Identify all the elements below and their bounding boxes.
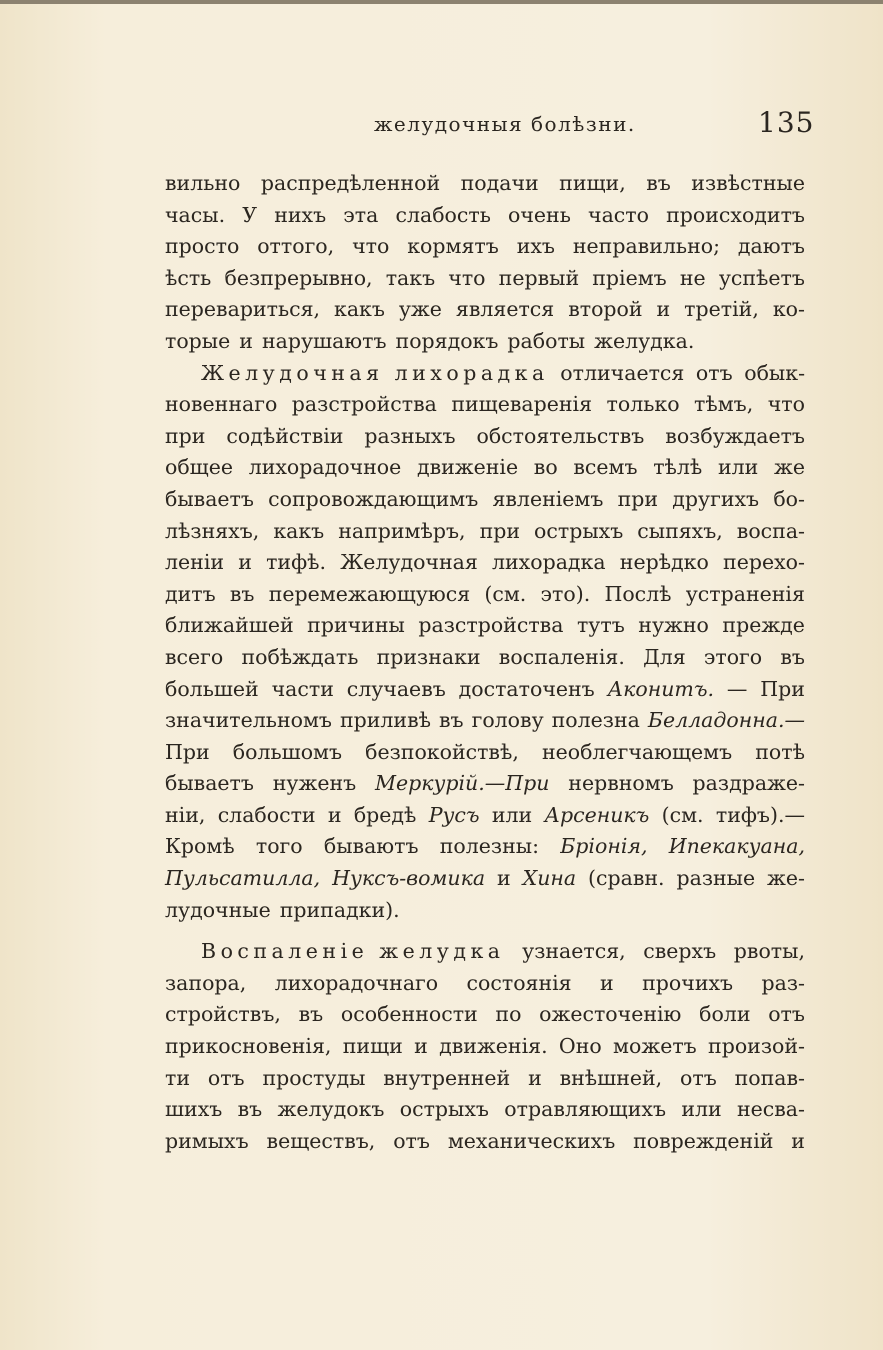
word: ѣсть	[165, 265, 212, 290]
text-line	[165, 768, 805, 800]
word: дитъ	[165, 581, 216, 606]
word: лихорадочное	[248, 455, 402, 480]
word: бываютъ	[323, 834, 419, 859]
word: же-	[767, 866, 805, 891]
word: кормятъ	[407, 234, 499, 259]
word: новеннаго	[165, 392, 278, 417]
word: отъ	[768, 1002, 805, 1027]
word: тифъ).—	[715, 802, 805, 827]
word: при	[165, 423, 206, 448]
word: припадки).	[279, 897, 400, 922]
word: и	[528, 1065, 542, 1090]
word: причины	[307, 613, 405, 638]
text-line	[165, 579, 805, 611]
word: первый	[498, 265, 580, 290]
word: попав-	[734, 1065, 805, 1090]
word: случаевъ	[346, 676, 446, 701]
word: стройствъ,	[165, 1002, 281, 1027]
text-line	[165, 674, 805, 706]
word: уже	[398, 297, 442, 322]
word: порядокъ	[395, 328, 499, 353]
text-line	[165, 610, 805, 642]
word: раздраже-	[692, 771, 805, 796]
word: пищи,	[559, 171, 626, 195]
word: механическихъ	[447, 1128, 616, 1153]
remedy-name: Аконитъ.	[607, 676, 715, 701]
word: разстройства	[291, 392, 437, 417]
word: отъ	[695, 360, 733, 385]
remedy-name: Ипекакуана,	[668, 834, 805, 859]
word: боли	[699, 1002, 751, 1027]
word: отравляющихъ	[504, 1097, 666, 1122]
text-line	[165, 800, 805, 832]
word: воспа-	[736, 518, 805, 543]
remedy-name: Белладонна.—	[647, 708, 805, 733]
word: даютъ	[737, 234, 805, 259]
body-text	[165, 168, 805, 1157]
word: второй	[568, 297, 643, 322]
word: особенности	[340, 1002, 478, 1027]
word: сверхъ	[643, 939, 717, 964]
word: только	[606, 392, 680, 417]
text-line	[165, 1063, 805, 1095]
word: острыхъ	[534, 518, 624, 543]
text-line	[165, 516, 805, 548]
word: подачи	[460, 171, 539, 195]
word: лихорадка	[492, 550, 606, 575]
word: ихъ	[516, 234, 555, 259]
word: желудокъ	[277, 1097, 385, 1122]
word: и	[791, 1128, 805, 1153]
page-top-edge	[0, 0, 883, 4]
word: разстройства	[418, 613, 564, 638]
word: содѣйствіи	[226, 423, 344, 448]
word: сопровождающимъ	[268, 486, 479, 511]
spaced-term: Желудочная лихорадка	[201, 360, 549, 385]
word: части	[271, 676, 334, 701]
paragraph-gap	[165, 926, 805, 936]
text-line	[165, 421, 805, 453]
text-line	[165, 263, 805, 295]
text-line	[165, 200, 805, 232]
word: воспаленія.	[498, 644, 625, 669]
word: часы.	[165, 202, 226, 227]
word: тифѣ.	[266, 550, 327, 575]
word: необлегчающемъ	[541, 739, 733, 764]
word: сыпяхъ,	[637, 518, 723, 543]
text-line	[165, 863, 805, 895]
text-line	[165, 642, 805, 674]
word: напримѣръ,	[338, 518, 466, 543]
word: общее	[165, 455, 234, 480]
text-line	[165, 737, 805, 769]
word: прикосновенія,	[165, 1034, 332, 1059]
word: римыхъ	[165, 1128, 249, 1153]
word: Оно	[558, 1034, 602, 1059]
word: безпрерывно,	[224, 265, 373, 290]
word: полезны:	[439, 834, 539, 859]
word: и	[600, 970, 614, 995]
word: желудка.	[594, 328, 695, 353]
word: что	[767, 392, 805, 417]
word: явленіемъ	[492, 486, 604, 511]
page-number: 135	[758, 106, 815, 139]
word: лихорадочнаго	[274, 970, 439, 995]
word: При	[760, 676, 805, 701]
word: неправильно;	[572, 234, 720, 259]
text-line	[165, 999, 805, 1031]
word: большомъ	[232, 739, 343, 764]
word: отъ	[680, 1065, 717, 1090]
word: значительномъ	[165, 708, 332, 733]
word: —	[726, 676, 748, 701]
word: леніи	[165, 550, 225, 575]
word: или	[681, 1097, 722, 1122]
word: простуды	[262, 1065, 366, 1090]
word: полезна	[551, 708, 640, 733]
word: движеніе	[416, 455, 519, 480]
remedy-name: Арсеникъ	[544, 802, 650, 827]
word: запора,	[165, 970, 247, 995]
word: просто	[165, 234, 240, 259]
word: и	[414, 1034, 428, 1059]
word: и	[238, 550, 252, 575]
word: слабости	[217, 802, 316, 827]
word: эта	[343, 202, 379, 227]
word: Послѣ	[604, 581, 672, 606]
word: разные	[676, 866, 756, 891]
word: пищи	[342, 1034, 403, 1059]
word: нервномъ	[568, 771, 674, 796]
text-line	[165, 1094, 805, 1126]
word: того	[255, 834, 303, 859]
remedy-name: Русъ	[428, 802, 480, 827]
word: въ	[298, 1002, 324, 1027]
word: перехо-	[723, 550, 805, 575]
word: во	[533, 455, 558, 480]
word: острыхъ	[399, 1097, 489, 1122]
word: тѣлѣ	[653, 455, 703, 480]
word: внѣшней,	[559, 1065, 663, 1090]
word: Кромѣ	[165, 834, 235, 859]
word: торые	[165, 328, 231, 353]
word: (сравн.	[588, 866, 665, 891]
word: прочихъ	[642, 970, 734, 995]
word: отъ	[207, 1065, 245, 1090]
word: не	[679, 265, 706, 290]
word: Желудочная	[340, 550, 478, 575]
remedy-name: Меркурій.—При	[374, 771, 550, 796]
word: произой-	[708, 1034, 805, 1059]
remedy-name: Бріонія,	[560, 834, 648, 859]
word: этого	[703, 644, 763, 669]
word: отъ	[393, 1128, 430, 1153]
word: часто	[588, 202, 649, 227]
word: обстоятельствъ	[476, 423, 645, 448]
word: обык-	[744, 360, 805, 385]
word: поврежденій	[633, 1128, 774, 1153]
word: является	[455, 297, 555, 322]
word: тѣмъ,	[694, 392, 754, 417]
word: побѣждать	[241, 644, 359, 669]
word: очень	[508, 202, 571, 227]
remedy-name: Нуксъ-вомика	[332, 866, 486, 891]
word: всемъ	[573, 455, 638, 480]
spaced-term: Воспаленіе желудка	[201, 939, 505, 964]
word: Для	[643, 644, 686, 669]
word: внутренней	[383, 1065, 511, 1090]
word: бредѣ	[353, 802, 417, 827]
word: ближайшей	[165, 613, 294, 638]
word: (см.	[661, 802, 704, 827]
word: пищеваренія	[451, 392, 593, 417]
word: по	[495, 1002, 522, 1027]
word: другихъ	[672, 486, 760, 511]
word: или	[491, 802, 533, 827]
word: при	[479, 518, 521, 543]
word: въ	[229, 581, 255, 606]
word: или	[717, 455, 759, 480]
word: и	[239, 328, 253, 353]
word: потѣ	[755, 739, 805, 764]
word: въ	[438, 708, 464, 733]
word: приливѣ	[339, 708, 431, 733]
word: же	[773, 455, 805, 480]
word: нуженъ	[272, 771, 357, 796]
text-line	[165, 705, 805, 737]
word: нужно	[638, 613, 709, 638]
word: достаточенъ	[458, 676, 595, 701]
word: голову	[471, 708, 544, 733]
word: лудочные	[165, 897, 271, 922]
text-line	[165, 389, 805, 421]
word: движенія.	[439, 1034, 548, 1059]
word: происходитъ	[666, 202, 805, 227]
text-line	[165, 547, 805, 579]
word: узнается,	[522, 939, 626, 964]
text-line	[165, 358, 805, 390]
word: нихъ	[274, 202, 327, 227]
word: какъ	[334, 297, 385, 322]
word: вильно	[165, 171, 241, 195]
word: въ	[237, 1097, 263, 1122]
word: разныхъ	[364, 423, 456, 448]
word: перемежающуюся	[268, 581, 471, 606]
word: возбуждаетъ	[665, 423, 805, 448]
word: ти	[165, 1065, 191, 1090]
text-line	[165, 231, 805, 263]
word: шихъ	[165, 1097, 223, 1122]
word: безпокойствѣ,	[365, 739, 519, 764]
word: бо-	[773, 486, 805, 511]
word: прежде	[722, 613, 805, 638]
word: тутъ	[576, 613, 625, 638]
word: ніи,	[165, 802, 206, 827]
text-line	[165, 294, 805, 326]
word: бываетъ	[165, 771, 254, 796]
text-line	[165, 831, 805, 863]
text-line	[165, 895, 805, 927]
word: какъ	[273, 518, 325, 543]
word: бываетъ	[165, 486, 254, 511]
running-head: желудочныя болѣзни.	[374, 112, 636, 136]
word: нерѣдко	[619, 550, 709, 575]
word: работы	[507, 328, 586, 353]
word: что	[448, 265, 486, 290]
word: нарушаютъ	[261, 328, 387, 353]
word: и	[327, 802, 342, 827]
word: лѣзняхъ,	[165, 518, 260, 543]
word: отличается	[560, 360, 685, 385]
text-line	[165, 326, 805, 358]
remedy-name: Пульсатилла,	[165, 866, 321, 891]
word: (см.	[484, 581, 527, 606]
word: ко-	[772, 297, 805, 322]
text-line	[165, 968, 805, 1000]
text-line	[165, 484, 805, 516]
word: третій,	[684, 297, 759, 322]
remedy-name: Хина	[522, 866, 577, 891]
word: такъ	[385, 265, 436, 290]
text-line	[165, 1031, 805, 1063]
word: перевариться,	[165, 297, 321, 322]
word: слабость	[395, 202, 491, 227]
word: что	[352, 234, 390, 259]
word: При	[165, 739, 210, 764]
word: можетъ	[613, 1034, 697, 1059]
word: раз-	[761, 970, 805, 995]
word: и	[656, 297, 671, 322]
word: рвоты,	[733, 939, 805, 964]
word: извѣстные	[691, 171, 805, 195]
word: большей	[165, 676, 259, 701]
text-line	[165, 936, 805, 968]
word: несва-	[736, 1097, 805, 1122]
word: оттого,	[257, 234, 335, 259]
word: пріемъ	[592, 265, 667, 290]
word: распредѣленной	[260, 171, 441, 195]
word: это).	[540, 581, 591, 606]
text-line	[165, 168, 805, 200]
text-line	[165, 452, 805, 484]
word: при	[617, 486, 659, 511]
word: ожесточенію	[539, 1002, 682, 1027]
word: состоянія	[466, 970, 572, 995]
word: и	[497, 866, 511, 891]
word: признаки	[376, 644, 481, 669]
word: всего	[165, 644, 224, 669]
word: веществъ,	[266, 1128, 376, 1153]
word: въ	[646, 171, 671, 195]
word: У	[242, 202, 258, 227]
word: успѣетъ	[718, 265, 805, 290]
word: въ	[780, 644, 805, 669]
word: устраненія	[685, 581, 805, 606]
text-line	[165, 1126, 805, 1158]
